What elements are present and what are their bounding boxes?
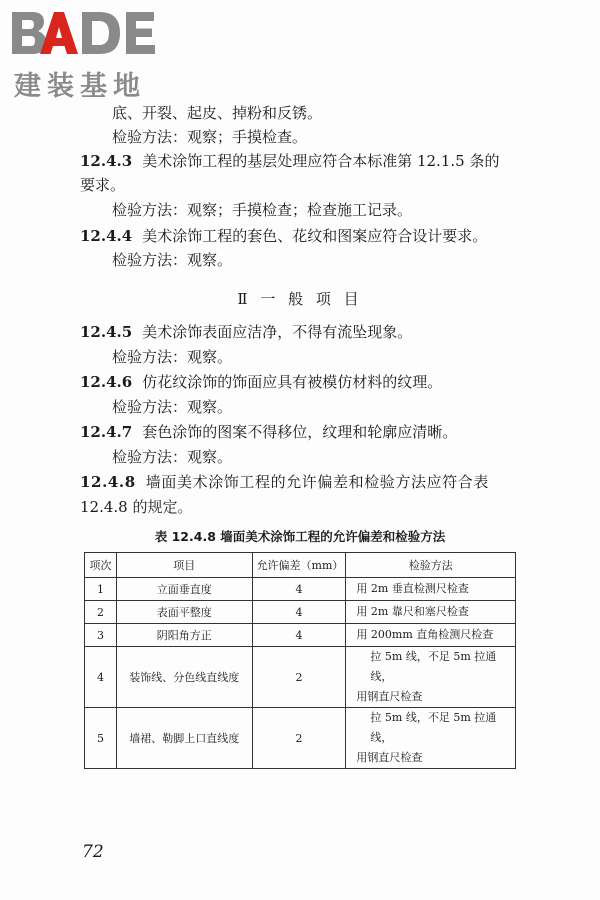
table-row xyxy=(85,578,516,601)
section-heading: Ⅱ 一 般 项 目 xyxy=(237,290,363,308)
clause-inspection-method: 检验方法：观察。 xyxy=(112,251,233,269)
clause-inspection-method: 检验方法：观察；手摸检查。 xyxy=(112,128,308,146)
clause-text: 底、开裂、起皮、掉粉和反锈。 xyxy=(112,104,323,122)
clause-text: 要求。 xyxy=(80,176,126,194)
cell-index: 4 xyxy=(85,647,117,708)
cell-method: 用 200mm 直角检测尺检查 xyxy=(346,624,516,647)
clause-inspection-method: 检验方法：观察；手摸检查；检查施工记录。 xyxy=(112,201,413,219)
cell-index: 5 xyxy=(85,708,117,769)
header-method: 检验方法 xyxy=(346,553,516,578)
cell-method: 用 2m 垂直检测尺检查 xyxy=(346,578,516,601)
cell-method xyxy=(346,647,516,708)
table-title: 表 12.4.8 墙面美术涂饰工程的允许偏差和检验方法 xyxy=(154,529,446,544)
cell-item: 装饰线、分色线直线度 xyxy=(116,647,252,708)
cell-tolerance: 4 xyxy=(252,578,346,601)
cell-method-line: 拉 5m 线，不足 5m 拉通线， xyxy=(370,711,497,744)
clause-12-4-3: 12.4.3 美术涂饰工程的基层处理应符合本标准第 12.1.5 条的 xyxy=(80,152,500,170)
clause-number: 12.4.5 xyxy=(80,323,133,341)
cell-index: 3 xyxy=(85,624,117,647)
cell-tolerance: 4 xyxy=(252,601,346,624)
table-row xyxy=(85,708,516,769)
header-index: 项次 xyxy=(85,553,117,578)
cell-method-line: 用钢直尺检查 xyxy=(356,690,423,703)
cell-method-line: 拉 5m 线，不足 5m 拉通线， xyxy=(370,650,497,683)
clause-12-4-8: 12.4.8 墙面美术涂饰工程的允许偏差和检验方法应符合表 xyxy=(80,473,489,491)
clause-number: 12.4.7 xyxy=(80,423,133,441)
cell-tolerance: 2 xyxy=(252,708,346,769)
clause-number: 12.4.6 xyxy=(80,373,133,391)
cell-item: 墙裙、勒脚上口直线度 xyxy=(116,708,252,769)
cell-tolerance: 4 xyxy=(252,624,346,647)
table-row xyxy=(85,601,516,624)
table-header-row xyxy=(85,553,516,578)
clause-number: 12.4.4 xyxy=(80,227,133,245)
table-row xyxy=(85,624,516,647)
clause-number: 12.4.3 xyxy=(80,152,133,170)
brand-subtitle: 建装基地 xyxy=(14,71,146,102)
header-tolerance: 允许偏差（mm） xyxy=(252,553,346,578)
cell-method xyxy=(346,708,516,769)
brand-wordmark xyxy=(8,6,178,62)
header-item: 项目 xyxy=(116,553,252,578)
cell-item: 立面垂直度 xyxy=(116,578,252,601)
clause-12-4-6: 12.4.6 仿花纹涂饰的饰面应具有被模仿材料的纹理。 xyxy=(80,373,443,391)
clause-inspection-method: 检验方法：观察。 xyxy=(112,348,233,366)
cell-tolerance: 2 xyxy=(252,647,346,708)
cell-method-line: 用钢直尺检查 xyxy=(356,751,423,764)
logo xyxy=(8,6,178,102)
clause-12-4-7: 12.4.7 套色涂饰的图案不得移位，纹理和轮廓应清晰。 xyxy=(80,423,458,441)
cell-method: 用 2m 靠尺和塞尺检查 xyxy=(346,601,516,624)
clause-12-4-4: 12.4.4 美术涂饰工程的套色、花纹和图案应符合设计要求。 xyxy=(80,227,488,245)
cell-item: 表面平整度 xyxy=(116,601,252,624)
page-number: 72 xyxy=(82,842,104,862)
cell-index: 1 xyxy=(85,578,117,601)
clause-12-4-5: 12.4.5 美术涂饰表面应洁净，不得有流坠现象。 xyxy=(80,323,413,341)
clause-text: 12.4.8 的规定。 xyxy=(80,498,193,516)
clause-inspection-method: 检验方法：观察。 xyxy=(112,448,233,466)
clause-inspection-method: 检验方法：观察。 xyxy=(112,398,233,416)
cell-item: 阴阳角方正 xyxy=(116,624,252,647)
table-row xyxy=(85,647,516,708)
cell-index: 2 xyxy=(85,601,117,624)
tolerance-table xyxy=(84,552,516,769)
clause-number: 12.4.8 xyxy=(80,473,136,491)
